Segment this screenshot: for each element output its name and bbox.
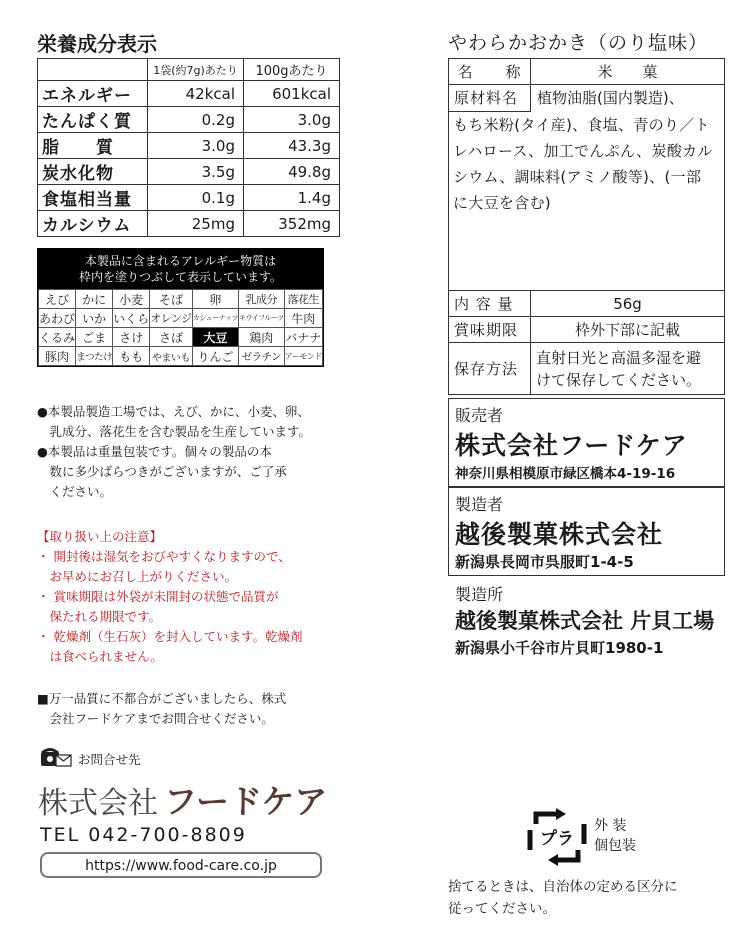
allergen-cell: 乳成分 [239, 290, 285, 309]
phone-number: TEL 042-700-8809 [40, 824, 247, 846]
product-info-table [448, 58, 725, 395]
nutrition-row: たんぱく質 0.2g 3.0g [38, 107, 340, 133]
recycle-labels: 外 装 個包装 [594, 818, 636, 854]
allergen-box [37, 248, 324, 367]
allergen-cell: アーモンド [284, 347, 322, 366]
factory-name: 越後製菓株式会社 片貝工場 [455, 609, 715, 633]
phone-mail-icon [40, 746, 72, 768]
product-title: やわらかおかき（のり塩味） [448, 32, 709, 54]
allergen-cell-highlighted: 大豆 [192, 328, 238, 347]
factory-notes: ●本製品製造工場では、えび、かに、小麦、卵、 乳成分、落花生を含む製品を生産しています。 ●本製品は重量包装です。個々の製品の本 数に多少ばらつきがございますが、ご了承 ください。 [37, 404, 312, 499]
allergen-cell: キウイフルーツ [239, 309, 285, 328]
allergen-cell: ごま [76, 328, 113, 347]
nutrition-col1-header: 1袋(約7g)あたり [148, 59, 244, 81]
allergen-cell: 豚肉 [39, 347, 76, 366]
factory-block [455, 582, 735, 658]
allergen-cell: 牛肉 [284, 309, 322, 328]
allergen-cell: いか [76, 309, 113, 328]
nutrition-row: エネルギー 42kcal 601kcal [38, 81, 340, 107]
factory-label: 製造所 [455, 585, 504, 604]
content-row: 内 容 量 56g [449, 291, 725, 317]
seller-label: 販売者 [455, 406, 504, 425]
disposal-note: 捨てるときは、自治体の定める区分に 従ってください。 [448, 879, 678, 917]
nutrition-title: 栄養成分表示 [37, 32, 157, 56]
maker-block [448, 487, 725, 576]
allergen-cell: あわび [39, 309, 76, 328]
allergen-cell: さば [150, 328, 193, 347]
allergen-cell: 鶏肉 [239, 328, 285, 347]
seller-block [448, 398, 725, 487]
ingredients-row: 原材料名 植物油脂(国内製造)、 もち米粉(タイ産)、食塩、青のり／ト レハロース、加工でんぷん、炭酸カル シウム、調味料(アミノ酸等)、(一部 に大豆を含む) [449, 85, 725, 291]
allergen-cell: 卵 [192, 290, 238, 309]
foodcare-logo [38, 776, 327, 823]
nutrition-row: 脂 質 3.0g 43.3g [38, 133, 340, 159]
recycle-mark-text: プラ [540, 829, 574, 849]
factory-address: 新潟県小千谷市片貝町1980-1 [455, 639, 664, 657]
caution-section: 【取り扱い上の注意】 ・ 開封後は湿気をおびやすくなりますので、 お早めにお召し上がりください。 ・ 賞味期限は外袋が未開封の状態で品質が 保たれる期限です。 ・ 乾燥剤（生石灰）を封入しています。乾燥剤 は食べられません。 [37, 527, 337, 667]
allergen-cell: バナナ [284, 328, 322, 347]
plastic-recycle-mark-icon [526, 806, 588, 868]
seller-name: 株式会社フードケア [455, 431, 688, 460]
allergen-cell: オレンジ [150, 309, 193, 328]
allergen-cell: ゼラチン [239, 347, 285, 366]
allergen-cell: そば [150, 290, 193, 309]
allergen-grid [38, 289, 323, 366]
allergen-cell: やまいも [150, 347, 193, 366]
allergen-cell: りんご [192, 347, 238, 366]
allergen-cell: もも [113, 347, 150, 366]
allergen-cell: 小麦 [113, 290, 150, 309]
nutrition-row: カルシウム 25mg 352mg [38, 211, 340, 237]
logo-brand: フードケア [164, 782, 328, 821]
storage-row: 保存方法 直射日光と高温多湿を避 けて保存してください。 [449, 343, 725, 395]
allergen-cell: カシューナッツ [192, 309, 238, 328]
allergen-cell: かに [76, 290, 113, 309]
nutrition-row: 食塩相当量 0.1g 1.4g [38, 185, 340, 211]
allergen-cell: まつたけ [76, 347, 113, 366]
allergen-cell: さけ [113, 328, 150, 347]
allergen-cell: いくら [113, 309, 150, 328]
nutrition-col2-header: 100gあたり [244, 59, 340, 81]
logo-prefix: 株式会社 [38, 786, 158, 821]
allergen-cell: 落花生 [284, 290, 322, 309]
allergen-cell: くるみ [39, 328, 76, 347]
allergen-cell: えび [39, 290, 76, 309]
nutrition-row: 炭水化物 3.5g 49.8g [38, 159, 340, 185]
nutrition-corner-cell [38, 59, 148, 81]
allergen-header: 本製品に含まれるアレルギー物質は 枠内を塗りつぶして表示しています。 [38, 249, 323, 289]
name-row: 名 称 米 菓 [449, 59, 725, 85]
website-url[interactable]: https://www.food-care.co.jp [40, 852, 322, 878]
expiry-row: 賞味期限 枠外下部に記載 [449, 317, 725, 343]
caution-title: 【取り扱い上の注意】 [37, 529, 163, 544]
maker-address: 新潟県長岡市呉服町1-4-5 [455, 553, 634, 571]
maker-label: 製造者 [455, 495, 504, 514]
contact-label: お問合せ先 [78, 752, 141, 767]
inquiry-notice: ■万一品質に不都合がございましたら、株式 会社フードケアまでお問合せください。 [37, 691, 287, 726]
nutrition-table [37, 58, 340, 237]
seller-address: 神奈川県相模原市緑区橋本4-19-16 [455, 466, 676, 482]
maker-name: 越後製菓株式会社 [455, 520, 664, 549]
